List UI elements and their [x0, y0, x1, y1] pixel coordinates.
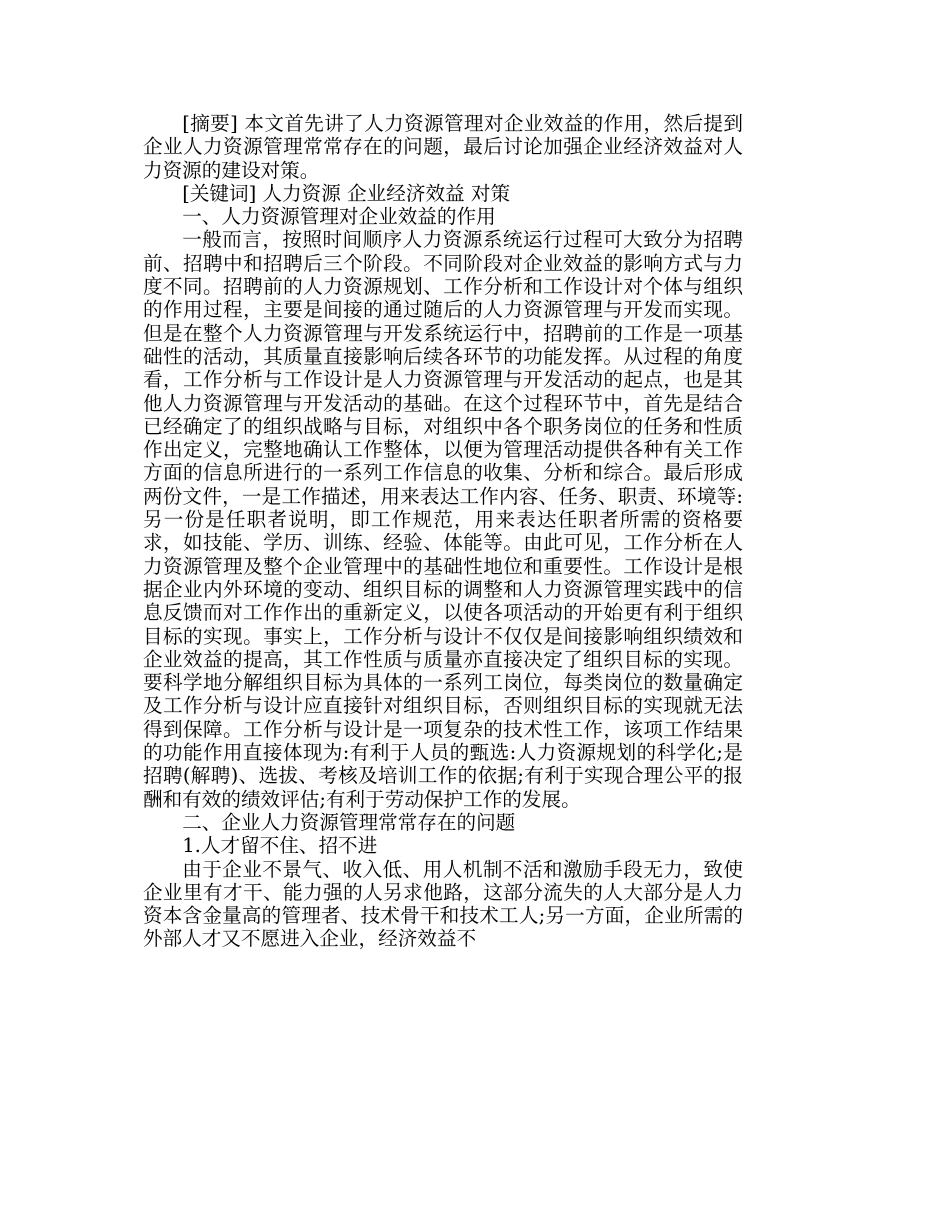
document-page: [143, 112, 743, 951]
section2-heading: 二、企业人力资源管理常常存在的问题: [182, 810, 516, 834]
subsection1-body: 由于企业不景气、收入低、用人机制不活和激励手段无力，致使企业里有才干、能力强的人另求他路，这部分流失的人大部分是人力资本含金量高的管理者、技术骨干和技术工人;另一方面，企业所需的外部人才又不愿进入企业，经济效益不: [143, 857, 743, 951]
subsection1-heading: 1.人才留不住、招不进: [182, 834, 378, 858]
section1-heading: 一、人力资源管理对企业效益的作用: [182, 205, 496, 229]
keywords-paragraph: [关键词] 人力资源 企业经济效益 对策: [182, 181, 511, 205]
section1-body: 一般而言，按照时间顺序人力资源系统运行过程可大致分为招聘前、招聘中和招聘后三个阶段。不同阶段对企业效益的影响方式与力度不同。招聘前的人力资源规划、工作分析和工作设计对个体与组织的作用过程，主要是间接的通过随后的人力资源管理与开发而实现。但是在整个人力资源管理与开发系统运行中，招聘前的工作是一项基础性的活动，其质量直接影响后续各环节的功能发挥。从过程的角度看，工作分析与工作设计是人力资源管理与开发活动的起点，也是其他人力资源管理与开发活动的基础。在这个过程环节中，首先是结合已经确定了的组织战略与目标，对组织中各个职务岗位的任务和性质作出定义，完整地确认工作整体，以便为管理活动提供各种有关工作方面的信息所进行的一系列工作信息的收集、分析和综合。最后形成两份文件，一是工作描述，用来表达工作内容、任务、职责、环境等:另一份是任职者说明，即工作规范，用来表达任职者所需的资格要求，如技能、学历、训练、经验、体能等。由此可见，工作分析在人力资源管理及整个企业管理中的基础性地位和重要性。工作设计是根据企业内外环境的变动、组织目标的调整和人力资源管理实践中的信息反馈而对工作作出的重新定义，以使各项活动的开始更有利于组织目标的实现。事实上，工作分析与设计不仅仅是间接影响组织绩效和企业效益的提高，其工作性质与质量亦直接决定了组织目标的实现。要科学地分解组织目标为具体的一系列工岗位，每类岗位的数量确定及工作分析与设计应直接针对组织目标，否则组织目标的实现就无法得到保障。工作分析与设计是一项复杂的技术性工作，该项工作结果的功能作用直接体现为:有利于人员的甄选:人力资源规划的科学化;是招聘(解聘)、选拔、考核及培训工作的依据;有利于实现合理公平的报酬和有效的绩效评估;有利于劳动保护工作的发展。: [143, 228, 743, 811]
abstract-paragraph: [摘要] 本文首先讲了人力资源管理对企业效益的作用，然后提到企业人力资源管理常常存在的问题，最后讨论加强企业经济效益对人力资源的建设对策。: [143, 112, 743, 182]
